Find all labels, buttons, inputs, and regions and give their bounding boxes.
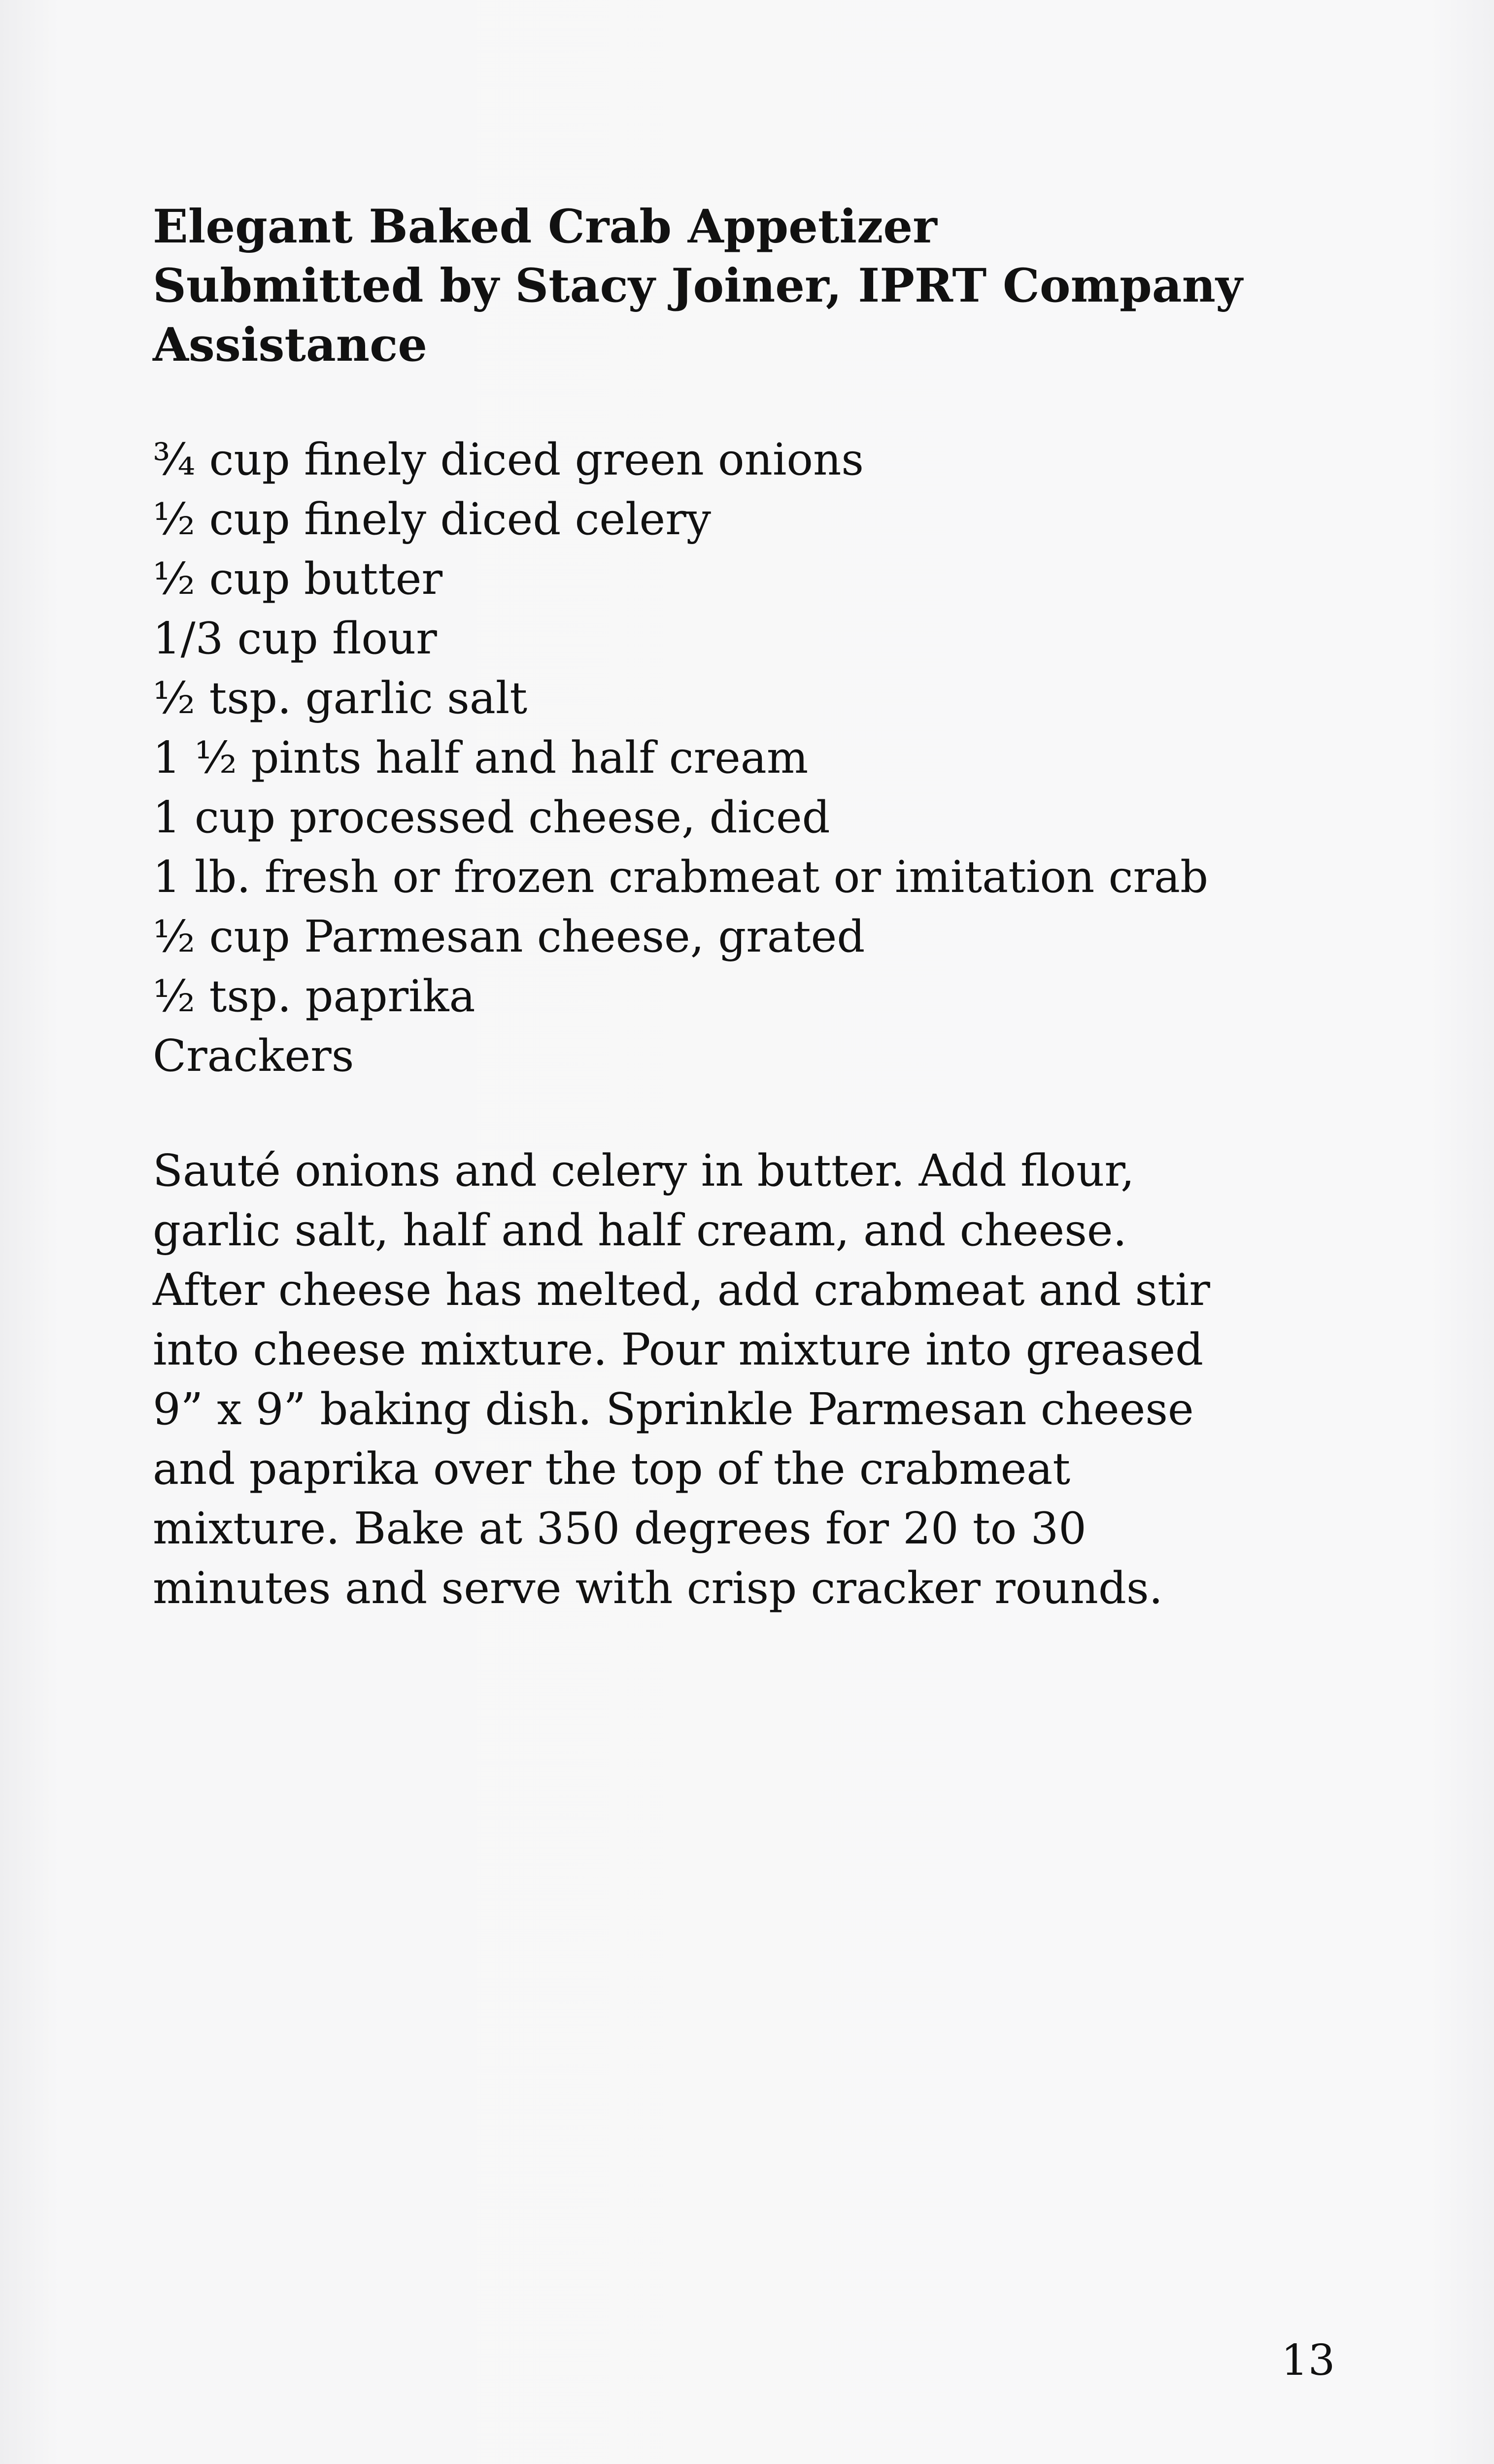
ingredient-list <box>153 430 1286 1086</box>
ingredient-item: ½ tsp. garlic salt <box>153 672 528 723</box>
ingredient-item: 1 lb. fresh or frozen crabmeat or imitation crab <box>153 851 1209 902</box>
ingredient-item: 1 ½ pints half and half cream <box>153 732 809 783</box>
instruction-line: minutes and serve with crisp cracker rounds. <box>153 1562 1163 1613</box>
instruction-line: mixture. Bake at 350 degrees for 20 to 30 <box>153 1503 1087 1554</box>
ingredient-item: ¾ cup finely diced green onions <box>153 434 864 485</box>
ingredient-item: ½ cup finely diced celery <box>153 493 712 545</box>
recipe-submitter-line: Submitted by Stacy Joiner, IPRT Company <box>153 259 1243 313</box>
instruction-line: garlic salt, half and half cream, and cheese. <box>153 1204 1127 1256</box>
ingredient-item: 1/3 cup flour <box>153 613 437 664</box>
ingredient-item: 1 cup processed cheese, diced <box>153 791 830 843</box>
ingredient-item: Crackers <box>153 1030 354 1081</box>
page-number: 13 <box>1281 2336 1335 2385</box>
recipe-title-line: Elegant Baked Crab Appetizer <box>153 200 937 254</box>
instruction-line: into cheese mixture. Pour mixture into greased <box>153 1324 1204 1375</box>
instruction-line: 9” x 9” baking dish. Sprinkle Parmesan cheese <box>153 1383 1194 1435</box>
recipe-submitter-line: Assistance <box>153 318 428 372</box>
ingredient-item: ½ cup butter <box>153 553 443 604</box>
ingredient-item: ½ tsp. paprika <box>153 970 475 1022</box>
instructions-paragraph <box>153 1141 1286 1618</box>
recipe <box>153 197 1286 1618</box>
recipe-title <box>153 197 1286 375</box>
ingredient-item: ½ cup Parmesan cheese, grated <box>153 911 865 962</box>
instruction-line: Sauté onions and celery in butter. Add flour, <box>153 1145 1135 1196</box>
instruction-line: and paprika over the top of the crabmeat <box>153 1443 1071 1494</box>
instruction-line: After cheese has melted, add crabmeat and stir <box>153 1264 1210 1315</box>
